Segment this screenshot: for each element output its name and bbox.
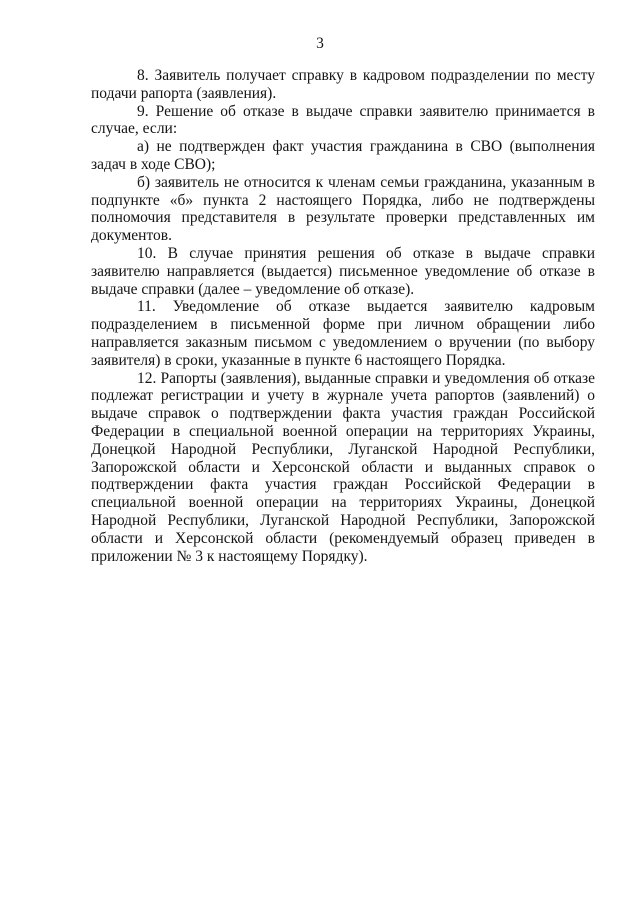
page-number: 3 [316, 35, 324, 52]
paragraph-9a: а) не подтвержден факт участия гражданина в СВО (выполнения задач в ходе СВО); [91, 138, 595, 173]
paragraph-9b: б) заявитель не относится к членам семьи гражданина, указанным в подпункте «б» пункта 2 настоящего Порядка, либо не подтверждены полномочия представителя в результате проверки представленных им документов. [91, 173, 595, 245]
document-body [91, 67, 595, 565]
paragraph-8: 8. Заявитель получает справку в кадровом подразделении по месту подачи рапорта (заявления). [91, 67, 595, 102]
paragraph-12: 12. Рапорты (заявления), выданные справки и уведомления об отказе подлежат регистрации и учету в журнале учета рапортов (заявлений) о выдаче справок о подтверждении факта участия граждан Российской Федерации в специальной военной операции на территориях Украины, Донецкой Народной Республики, Луганской Народной Республики, Запорожской области и Херсонской области и выданных справок о подтверждении факта участия граждан Российской Федерации в специальной военной операции на территориях Украины, Донецкой Народной Республики, Луганской Народной Республики, Запорожской области и Херсонской области (рекомендуемый образец приведен в приложении № 3 к настоящему Порядку). [91, 369, 595, 565]
paragraph-11: 11. Уведомление об отказе выдается заявителю кадровым подразделением в письменной форме при личном обращении либо направляется заказным письмом с уведомлением о вручении (по выбору заявителя) в сроки, указанные в пункте 6 настоящего Порядка. [91, 298, 595, 369]
paragraph-9: 9. Решение об отказе в выдаче справки заявителю принимается в случае, если: [91, 102, 595, 138]
paragraph-10: 10. В случае принятия решения об отказе в выдаче справки заявителю направляется (выдается) письменное уведомление об отказе в выдаче справки (далее – уведомление об отказе). [91, 244, 595, 298]
